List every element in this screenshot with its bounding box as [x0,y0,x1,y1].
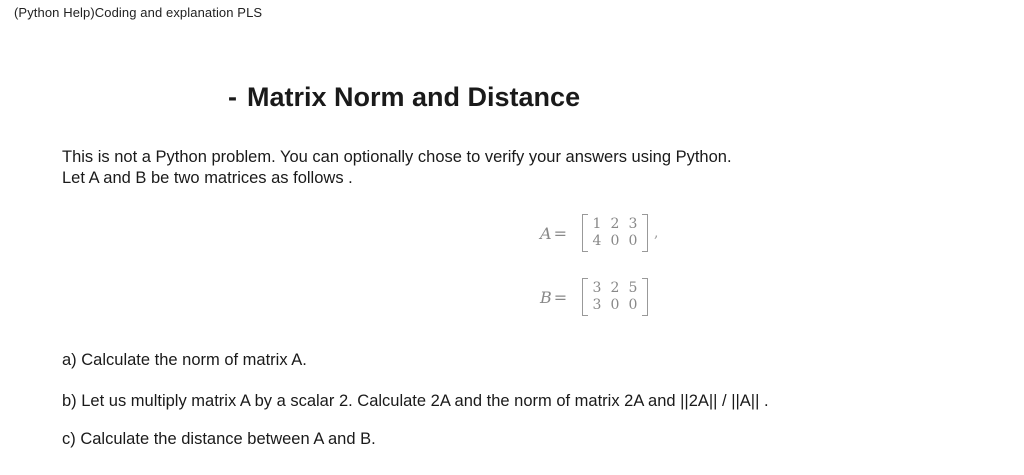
question-a: a) Calculate the norm of matrix A. [62,351,307,369]
matrix-a-label: A = [540,223,567,243]
intro-paragraph [62,147,732,189]
intro-line-1: This is not a Python problem. You can optionally chose to verify your answers using Python. [62,148,732,166]
matrix-a [582,214,648,252]
matrix-a-cell: 4 [592,233,602,249]
matrix-b-cell: 3 [592,297,602,313]
matrix-a-cell: 2 [610,216,620,232]
question-c: c) Calculate the distance between A and B. [62,430,376,448]
intro-line-2: Let A and B be two matrices as follows . [62,169,353,187]
matrix-b-cell: 3 [592,280,602,296]
matrix-a-row [540,214,658,252]
matrix-b [582,278,648,316]
matrix-b-cell: 0 [610,297,620,313]
matrix-b-cell: 5 [628,280,638,296]
matrix-b-row [540,278,648,316]
page-title: (Python Help)Coding and explanation PLS [14,5,263,20]
matrix-b-label: B = [540,287,568,307]
matrix-b-cell: 2 [610,280,620,296]
matrices-block [540,210,740,330]
question-b: b) Let us multiply matrix A by a scalar 2. Calculate 2A and the norm of matrix 2A and ||2A|| / ||A|| . [62,392,769,410]
heading-dash: - [228,82,237,112]
matrix-a-cell: 0 [628,233,638,249]
section-heading [228,82,580,113]
matrix-b-cell: 0 [628,297,638,313]
heading-text: Matrix Norm and Distance [247,82,581,112]
matrix-a-cell: 3 [628,216,638,232]
matrix-a-cell: 0 [610,233,620,249]
matrix-a-comma: , [654,225,659,241]
matrix-a-cell: 1 [592,216,602,232]
